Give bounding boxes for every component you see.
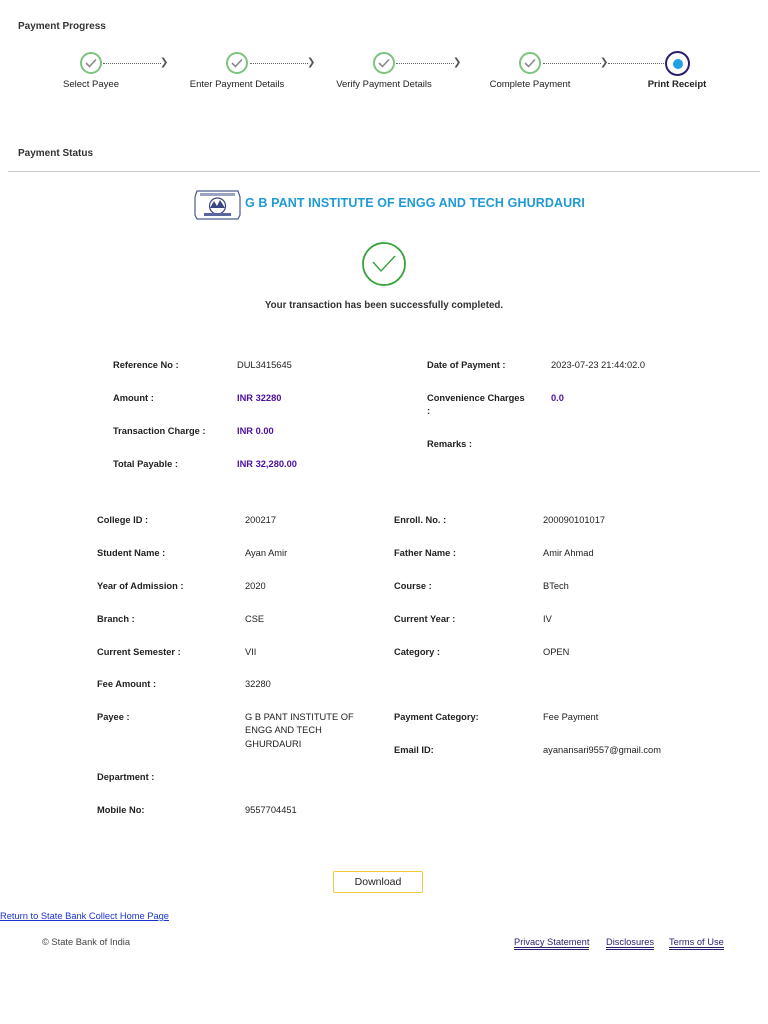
mobile-label: Mobile No: <box>97 805 145 815</box>
current-semester-label: Current Semester : <box>97 647 181 657</box>
step-label-complete-payment: Complete Payment <box>489 79 571 90</box>
total-payable-value: INR 32,280.00 <box>237 459 297 469</box>
step-connector <box>543 63 601 64</box>
institute-name: G B PANT INSTITUTE OF ENGG AND TECH GHURDAURI <box>245 196 585 210</box>
father-name-label: Father Name : <box>394 548 456 558</box>
disclosures-link[interactable]: Disclosures <box>606 937 654 950</box>
step-label-verify-details: Verify Payment Details <box>336 79 432 90</box>
email-label: Email ID: <box>394 745 434 755</box>
father-name-value: Amir Ahmad <box>543 548 594 558</box>
success-message: Your transaction has been successfully completed. <box>264 300 504 311</box>
department-label: Department : <box>97 772 155 782</box>
payment-category-value: Fee Payment <box>543 712 599 722</box>
current-semester-value: VII <box>245 647 257 657</box>
current-year-label: Current Year : <box>394 614 456 624</box>
convenience-label: Convenience Charges <box>427 393 525 403</box>
fee-amount-value: 32280 <box>245 679 271 689</box>
email-value: ayanansari9557@gmail.com <box>543 745 661 755</box>
payee-value-line-3: GHURDAURI <box>245 739 302 749</box>
status-title: Payment Status <box>18 148 94 159</box>
reference-label: Reference No : <box>113 360 179 370</box>
date-label: Date of Payment : <box>427 360 506 370</box>
convenience-value: 0.0 <box>551 393 564 403</box>
amount-value: INR 32280 <box>237 393 282 403</box>
course-value: BTech <box>543 581 569 591</box>
success-check-icon <box>361 241 407 292</box>
divider <box>8 171 760 172</box>
chevron-right-icon: ❯ <box>307 57 316 68</box>
chevron-right-icon: ❯ <box>160 57 169 68</box>
step-3-check-icon <box>373 52 395 74</box>
payment-category-label: Payment Category: <box>394 712 479 722</box>
step-connector <box>396 63 454 64</box>
convenience-label-colon: : <box>427 406 431 416</box>
payee-label: Payee : <box>97 712 130 722</box>
payee-value-line-2: ENGG AND TECH <box>245 725 322 735</box>
step-2-check-icon <box>226 52 248 74</box>
category-label: Category : <box>394 647 440 657</box>
institute-logo <box>194 189 241 221</box>
transaction-charge-label: Transaction Charge : <box>113 426 206 436</box>
remarks-label: Remarks : <box>427 439 472 449</box>
copyright-text: © State Bank of India <box>42 937 130 947</box>
fee-amount-label: Fee Amount : <box>97 679 157 689</box>
privacy-statement-link[interactable]: Privacy Statement <box>514 937 589 950</box>
step-4-check-icon <box>519 52 541 74</box>
year-of-admission-value: 2020 <box>245 581 266 591</box>
reference-value: DUL3415645 <box>237 360 292 370</box>
amount-label: Amount : <box>113 393 154 403</box>
mobile-value: 9557704451 <box>245 805 297 815</box>
progress-title: Payment Progress <box>18 21 106 32</box>
step-connector <box>608 63 664 64</box>
student-name-value: Ayan Amir <box>245 548 288 558</box>
chevron-right-icon: ❯ <box>453 57 462 68</box>
year-of-admission-label: Year of Admission : <box>97 581 184 591</box>
chevron-right-icon: ❯ <box>600 57 609 68</box>
college-id-label: College ID : <box>97 515 149 525</box>
step-label-enter-details: Enter Payment Details <box>189 79 285 90</box>
enroll-label: Enroll. No. : <box>394 515 447 525</box>
step-connector <box>103 63 161 64</box>
step-label-print-receipt: Print Receipt <box>647 79 707 90</box>
step-connector <box>250 63 308 64</box>
transaction-charge-value: INR 0.00 <box>237 426 274 436</box>
date-value: 2023-07-23 21:44:02.0 <box>551 360 646 370</box>
total-payable-label: Total Payable : <box>113 459 178 469</box>
category-value: OPEN <box>543 647 570 657</box>
current-year-value: IV <box>543 614 552 624</box>
enroll-value: 200090101017 <box>543 515 606 525</box>
terms-of-use-link[interactable]: Terms of Use <box>669 937 724 950</box>
college-id-value: 200217 <box>245 515 277 525</box>
course-label: Course : <box>394 581 432 591</box>
branch-label: Branch : <box>97 614 135 624</box>
download-button[interactable]: Download <box>333 871 423 893</box>
payee-value-line-1: G B PANT INSTITUTE OF <box>245 712 354 722</box>
step-label-select-payee: Select Payee <box>63 79 119 90</box>
step-5-current-icon <box>665 51 690 76</box>
student-name-label: Student Name : <box>97 548 166 558</box>
return-home-link[interactable]: Return to State Bank Collect Home Page <box>0 911 169 921</box>
branch-value: CSE <box>245 614 265 624</box>
step-1-check-icon <box>80 52 102 74</box>
